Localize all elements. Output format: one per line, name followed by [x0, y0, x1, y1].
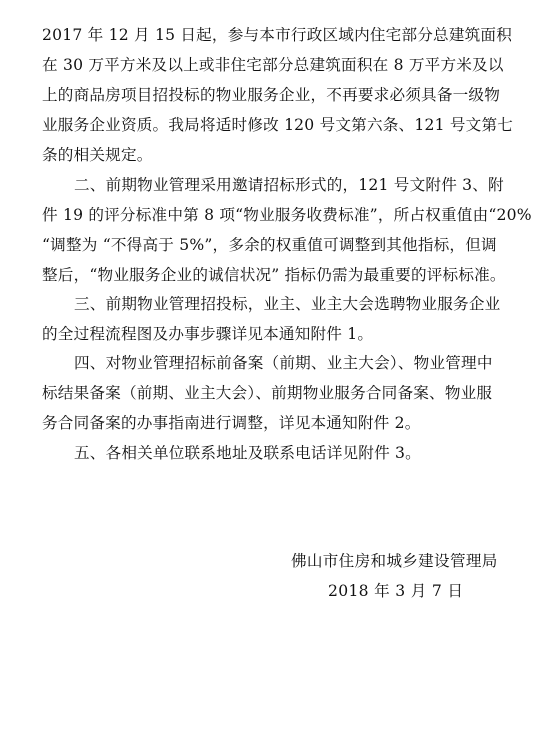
- paragraph-1-line-4: 业服务企业资质。我局将适时修改 120 号文第六条、121 号文第七: [42, 116, 514, 134]
- issuer-name: 佛山市住房和城乡建设管理局: [291, 552, 498, 570]
- paragraph-1-line-1: 2017 年 12 月 15 日起，参与本市行政区域内住宅部分总建筑面积: [42, 26, 513, 44]
- paragraph-4-line-3: 务合同备案的办事指南进行调整，详见本通知附件 2。: [42, 414, 421, 432]
- paragraph-4-line-1: 四、对物业管理招标前备案（前期、业主大会）、物业管理中: [74, 354, 493, 372]
- paragraph-2-line-4: 整后，“物业服务企业的诚信状况” 指标仍需为最重要的评标标准。: [42, 266, 506, 284]
- paragraph-2-line-3: “调整为 “不得高于 5%”，多余的权重值可调整到其他指标，但调: [42, 236, 497, 254]
- paragraph-1-line-5: 条的相关规定。: [42, 146, 153, 164]
- paragraph-5-line-1: 五、各相关单位联系地址及联系电话详见附件 3。: [74, 444, 421, 462]
- paragraph-3-line-2: 的全过程流程图及办事步骤详见本通知附件 1。: [42, 325, 374, 343]
- issue-date: 2018 年 3 月 7 日: [328, 582, 464, 600]
- paragraph-4-line-2: 标结果备案（前期、业主大会）、前期物业服务合同备案、物业服: [42, 384, 493, 402]
- paragraph-1-line-3: 上的商品房项目招投标的物业服务企业，不再要求必须具备一级物: [42, 86, 501, 104]
- paragraph-1-line-2: 在 30 万平方米及以上或非住宅部分总建筑面积在 8 万平方米及以: [42, 56, 504, 74]
- paragraph-3-line-1: 三、前期物业管理招投标，业主、业主大会选聘物业服务企业: [74, 295, 501, 313]
- paragraph-2-line-1: 二、前期物业管理采用邀请招标形式的，121 号文附件 3、附: [74, 176, 504, 194]
- paragraph-2-line-2: 件 19 的评分标准中第 8 项“物业服务收费标准”，所占权重值由“20%: [42, 206, 532, 224]
